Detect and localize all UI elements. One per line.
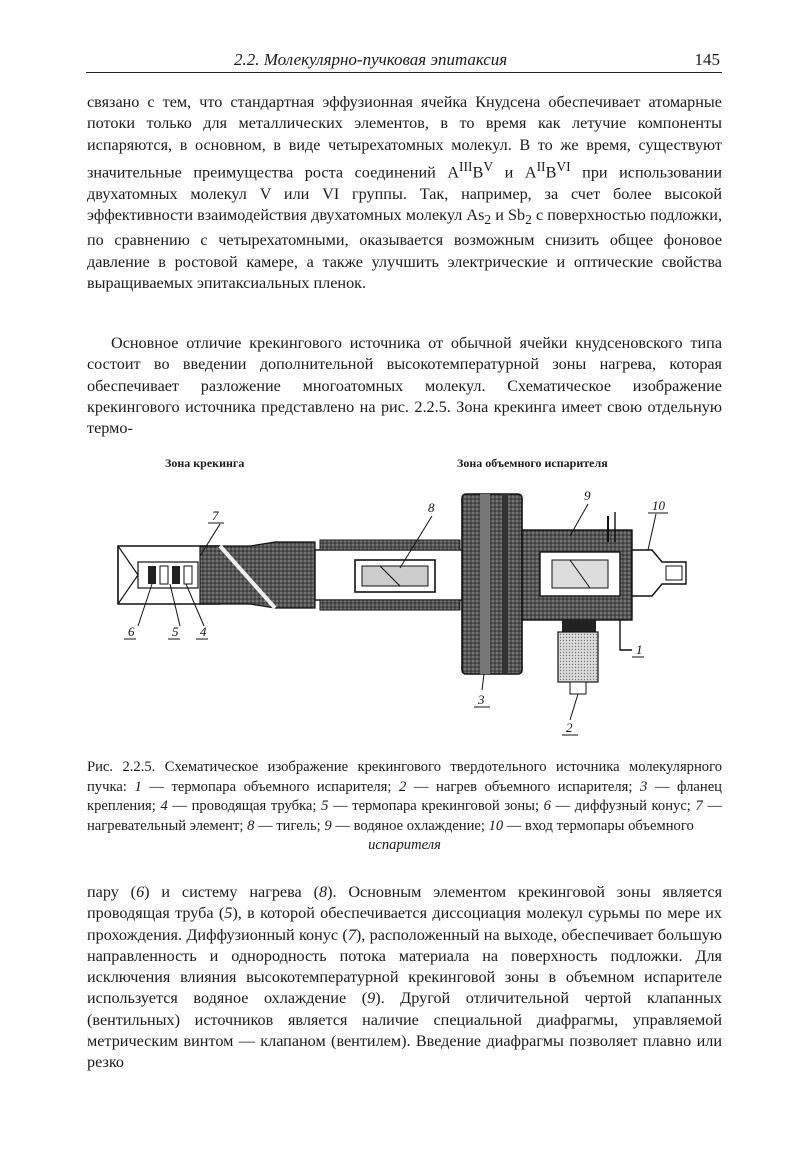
caption-last-line: испарителя	[368, 837, 441, 853]
conducting-tube	[148, 566, 156, 584]
callout-8: 8	[428, 500, 435, 515]
page-number: 145	[694, 50, 720, 69]
running-header	[86, 50, 722, 73]
callout-10: 10	[652, 498, 665, 513]
callout-5: 5	[172, 624, 179, 639]
paragraph-3: пару (6) и систему нагрева (8). Основным элементом крекинговой зоны является проводящая труба (5), в которой обеспечивается диссоциация молекул сурьмы по мере их прохождения. Диффузионный конус (7), расположенный на выходе, обеспечивает большую направленность и однородность потока материала на поверхность подложки. Для исключения влияния высокотемпературной крекинговой зоны в объемном испарителе используется водяное охлаждение (9). Другой отличительной чертой клапанных (вентильных) источников является наличие специальной диафрагмы, управляемой метрическим винтом — клапаном (вентилем). Введение диафрагмы позволяет плавно или резко	[87, 883, 723, 1072]
figure-caption: Рис. 2.2.5. Схематическое изображение крекингового твердотельного источника молекулярного пучка: 1 — термопара объемного испарителя; 2 — нагрев объемного испарителя; 3 — фланец крепления; 4 — проводящая трубка; 5 — термопара крекинговой зоны; 6 — диффузный конус; 7 — нагревательный элемент; 8 — тигель; 9 — водяное охлаждение; 10 — вход термопары объемного испарителя	[87, 758, 722, 856]
callout-4: 4	[200, 624, 207, 639]
callout-6: 6	[128, 624, 135, 639]
paragraph-1: связано с тем, что стандартная эффузионная ячейка Кнудсена обеспечивает атомарные потоки только для металлических элементов, в то время как летучие компоненты испаряются, в основном, в виде четырехатомных молекул. В то же время, существуют значительные преимущества роста соединений $A^{III}B^V$ и $A^{II}B^{VI}$ при использовании двухатомных молекул V или VI группы. Так, например, за счет более высокой эффективности взаимодействия двухатомных молекул $As_2$ и $Sb_2$ с поверхностью подложки, по сравнению с четырехатомными, оказывается возможным снизить общее фоновое давление в ростовой камере, а также улучшить электрические и оптические свойства выращиваемых эпитаксиальных пленок.	[87, 93, 722, 292]
callout-3: 3	[478, 692, 485, 707]
heating-element	[200, 542, 315, 608]
figure-label-cracking-zone: Зона крекинга	[165, 456, 245, 470]
callout-7: 7	[212, 508, 219, 523]
callout-2: 2	[566, 720, 573, 735]
callout-9: 9	[584, 488, 591, 503]
cracking-source-diagram	[100, 480, 700, 740]
figure-label-evaporator-zone: Зона объемного испарителя	[457, 456, 608, 470]
evaporator-heater	[558, 632, 598, 682]
paragraph-2: Основное отличие крекингового источника от обычной ячейки кнудсеновского типа состоит во введении дополнительной высокотемпературной зоны нагрева, которая обеспечивает разложение многоатомных молекул. Схематическое изображение крекингового источника представлено на рис. 2.2.5. Зона крекинга имеет свою отдельную термо-	[87, 334, 722, 438]
section-title: 2.2. Молекулярно-пучковая эпитаксия	[234, 50, 508, 69]
mounting-flange	[462, 494, 522, 674]
callout-1: 1	[636, 642, 643, 657]
